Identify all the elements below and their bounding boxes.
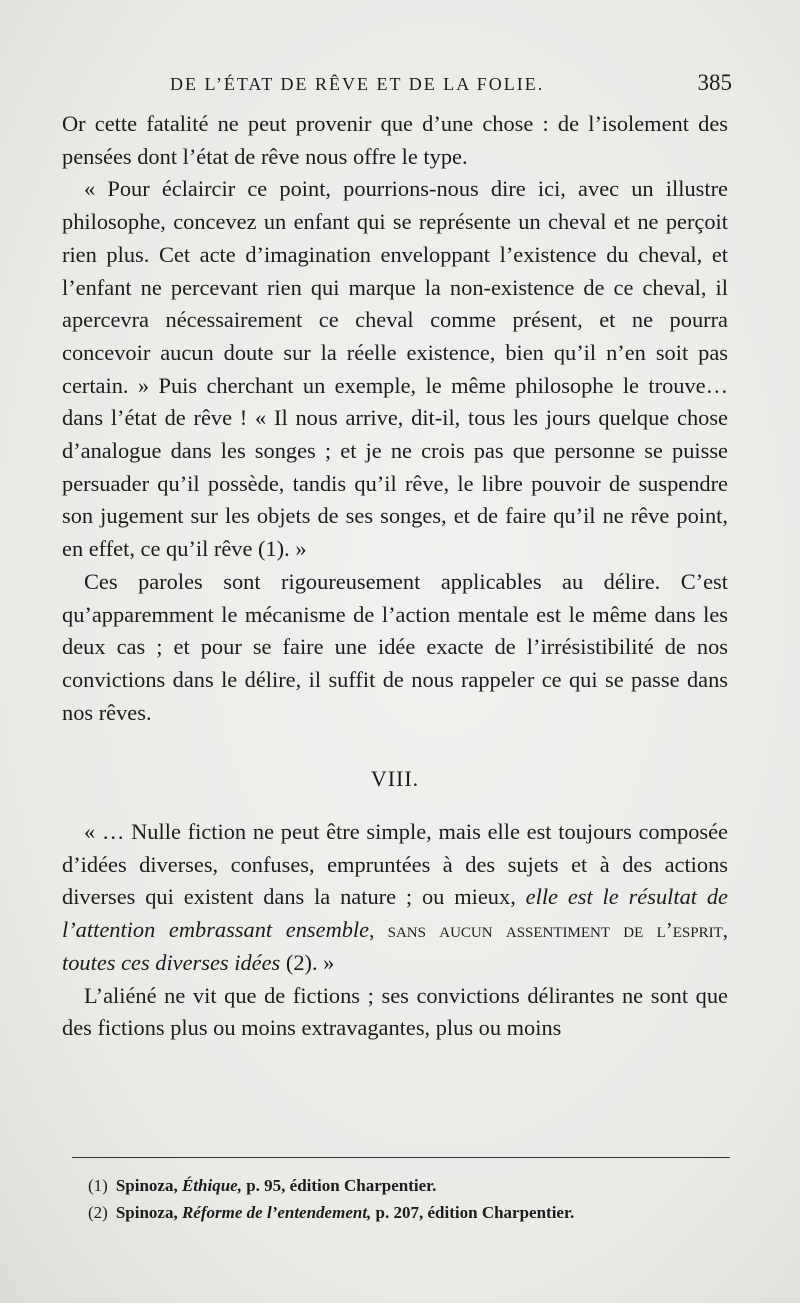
quote-small-caps: , sans aucun assentiment de l’esprit, xyxy=(369,918,728,943)
footnote-1 xyxy=(88,1172,728,1199)
footnote-author: Spinoza, xyxy=(115,1176,178,1195)
body-text xyxy=(62,108,728,1045)
page-number: 385 xyxy=(697,70,732,95)
footnote-divider xyxy=(72,1157,730,1158)
paragraph-1: Or cette fatalité ne peut provenir que d’une chose : de l’isolement des pensées dont l’état de rêve nous offre le type. xyxy=(62,111,728,169)
footnote-work: Réforme de l’entendement, xyxy=(181,1203,372,1222)
footnotes xyxy=(88,1172,728,1226)
quote-paragraph xyxy=(62,816,728,980)
paragraph-final: L’aliéné ne vit que de fictions ; ses convictions délirantes ne sont que des fictions plus ou moins extravagantes, plus ou moins xyxy=(62,982,728,1041)
quote-end: (2). » xyxy=(285,949,335,975)
footnote-number: (2) xyxy=(88,1203,108,1222)
footnote-author: Spinoza, xyxy=(115,1203,178,1222)
paragraph-3: Ces paroles sont rigoureusement applicables au délire. C’est qu’apparemment le mécanisme de l’action mentale est le même dans les deux cas ; et pour se faire une idée exacte de l’irrésistibilité de nos convictions dans le délire, il suffit de nous rappeler ce qui se passe dans nos rêves. xyxy=(62,568,728,725)
footnote-details: p. 207, édition Charpentier. xyxy=(375,1203,575,1222)
footnote-number: (1) xyxy=(88,1176,108,1195)
quote-italic-1: elle est le résultat de l’attention embrassant ensemble xyxy=(62,884,728,943)
quote-text-1: « … Nulle fiction ne peut être simple, mais elle est toujours composée d’idées diverses, confuses, empruntées à des sujets et à des actions diverses qui existent dans la nature ; ou mieux, xyxy=(62,819,728,910)
running-title: DE L’ÉTAT DE RÊVE ET DE LA FOLIE. xyxy=(170,74,545,94)
footnote-2 xyxy=(88,1199,728,1226)
page-header xyxy=(170,70,732,102)
footnote-details: p. 95, édition Charpentier. xyxy=(246,1176,437,1195)
quote-italic-2: toutes ces diverses idées xyxy=(62,949,281,975)
footnote-work: Éthique, xyxy=(181,1176,242,1195)
paragraph-2: « Pour éclaircir ce point, pourrions-nous dire ici, avec un illustre philosophe, concevez un enfant qui se représente un cheval et ne perçoit rien plus. Cet acte d’imagination enveloppant l’existence du cheval, et l’enfant ne percevant rien qui marque la non-existence de ce cheval, il apercevra nécessairement ce cheval comme présent, et ne pourra concevoir aucun doute sur la réelle existence, bien qu’il n’en soit pas certain. » Puis cherchant un exemple, le même philosophe le trouve… dans l’état de rêve ! « Il nous arrive, dit-il, tous les jours quelque chose d’analogue dans les songes ; et je ne crois pas que personne se puisse persuader qu’il possède, tandis qu’il rêve, le libre pouvoir de suspendre son jugement sur les objets de ses songes, et de faire qu’il ne rêve point, en effet, ce qu’il rêve (1). » xyxy=(62,176,728,562)
section-heading: VIII. xyxy=(370,766,420,792)
